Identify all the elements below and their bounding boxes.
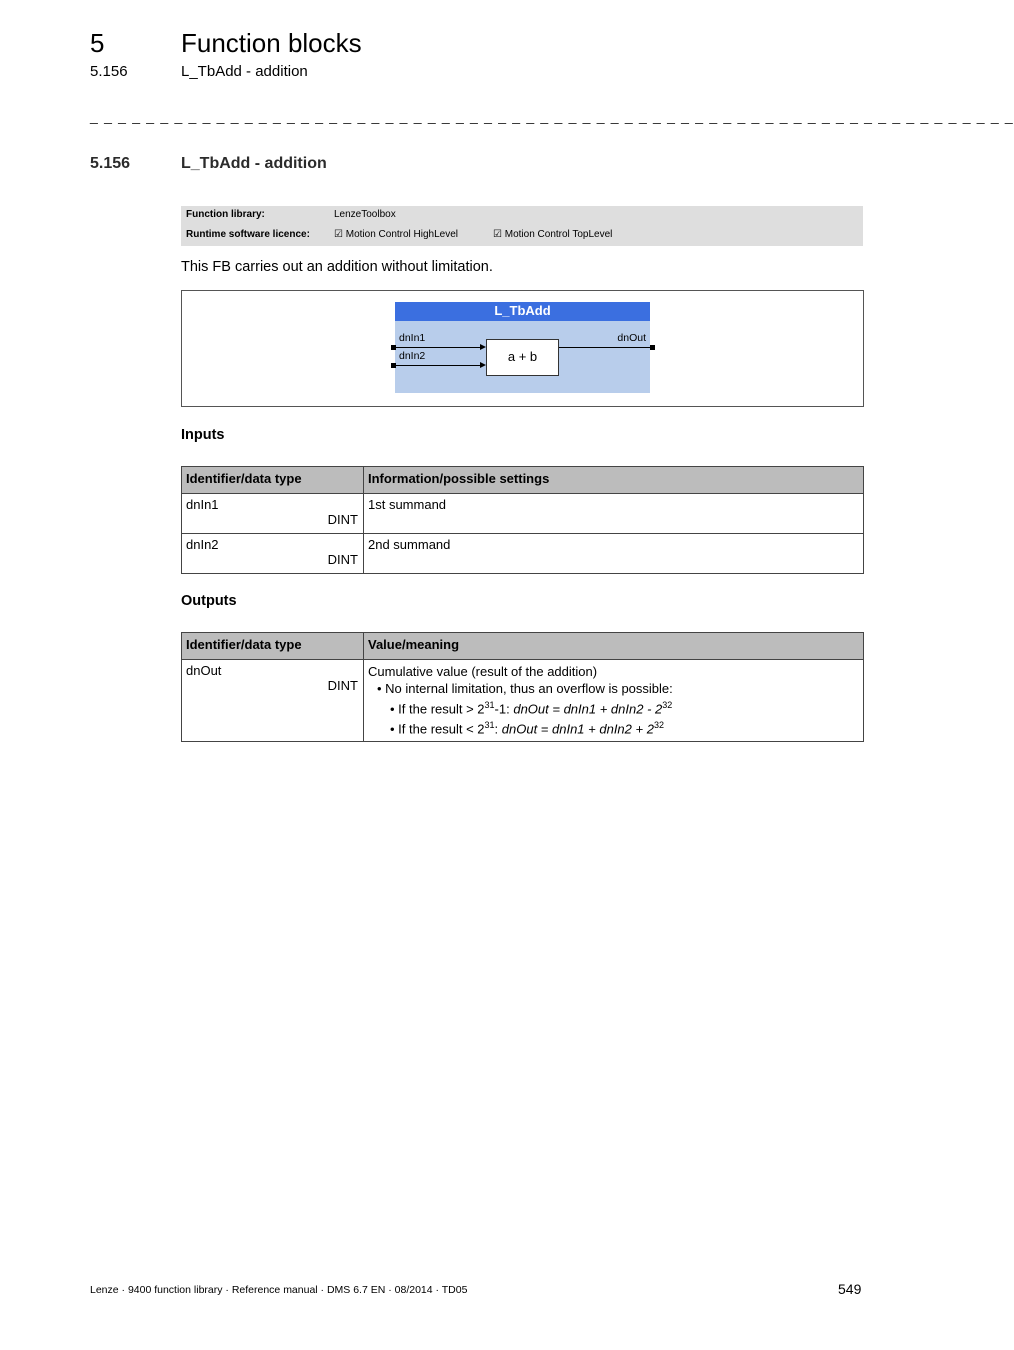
- output-pin-label: dnOut: [617, 332, 646, 344]
- identifier-cell: [182, 534, 364, 574]
- inputs-heading: Inputs: [181, 427, 225, 443]
- bullet-item: • No internal limitation, thus an overflow is possible:: [377, 681, 673, 696]
- output-wire: [558, 347, 650, 348]
- footer-text: Lenze · 9400 function library · Reference manual · DMS 6.7 EN · 08/2014 · TD05: [90, 1284, 468, 1296]
- input-pin-label-1: dnIn1: [399, 332, 426, 344]
- exponent: 32: [662, 700, 673, 710]
- table-row: [182, 534, 864, 574]
- condition-text: If the result > 2: [398, 701, 485, 717]
- exponent: 32: [653, 720, 664, 731]
- formula: dnOut = dnIn1 + dnIn2 + 2: [501, 721, 654, 737]
- input-terminal-2: [391, 363, 396, 368]
- section-title: L_TbAdd - addition: [181, 155, 327, 172]
- input-wire-1: [395, 347, 481, 348]
- section-number: 5.156: [90, 155, 131, 172]
- sub-bullet-item: • If the result > $2^{31}-1$: dnOut = dnIn1 + dnIn2 - $2^{32}$: [390, 700, 673, 717]
- chapter-title: Function blocks: [181, 28, 362, 58]
- value-cell: [364, 660, 864, 742]
- column-header: Identifier/data type: [182, 467, 364, 494]
- identifier: dnIn1: [186, 497, 219, 512]
- outputs-heading: Outputs: [181, 593, 237, 609]
- column-header: Value/meaning: [364, 633, 864, 660]
- function-block-name: L_TbAdd: [395, 302, 650, 321]
- licence-toplevel: ☑ Motion Control TopLevel: [493, 229, 613, 240]
- table-row: [182, 494, 864, 534]
- identifier: dnIn2: [186, 537, 219, 552]
- function-block: [395, 302, 650, 393]
- identifier: dnOut: [186, 663, 222, 678]
- input-wire-2: [395, 365, 481, 366]
- bullet-text: No internal limitation, thus an overflow is possible:: [385, 681, 673, 696]
- identifier-cell: [182, 494, 364, 534]
- intro-text: This FB carries out an addition without limitation.: [181, 259, 493, 275]
- identifier-cell: [182, 660, 364, 742]
- exponent: 31: [484, 720, 495, 731]
- info-cell: 2nd summand: [364, 534, 864, 574]
- sub-bullet-item: • If the result < $2^{31}$: dnOut = dnIn1 + dnIn2 + $2^{32}$: [390, 720, 664, 737]
- licence-label: Runtime software licence:: [186, 229, 310, 240]
- operation-box: a + b: [486, 339, 559, 376]
- chapter-number: 5: [90, 28, 105, 58]
- condition-text: If the result < 2: [398, 721, 485, 737]
- header-divider: _ _ _ _ _ _ _ _ _ _ _ _ _ _ _ _ _ _ _ _ _ _ _ _ _ _ _ _ _ _ _ _ _ _ _ _ _ _ _ _ _ _ _ _ _ _ _ _ _ _ _ _ _ _ _ _ _ _ _ _ _ _ _ _ _ _: [90, 108, 1014, 124]
- condition-suffix: :: [494, 721, 502, 737]
- licence-highlevel: ☑ Motion Control HighLevel: [334, 229, 459, 240]
- table-row: [182, 660, 864, 742]
- data-type: DINT: [327, 512, 358, 527]
- value-description: Cumulative value (result of the addition): [368, 664, 598, 679]
- inputs-table: [181, 466, 864, 574]
- function-library-label: Function library:: [186, 209, 265, 220]
- function-library-value: LenzeToolbox: [334, 209, 396, 220]
- library-info-box: [181, 206, 863, 246]
- data-type: DINT: [327, 552, 358, 567]
- column-header: Information/possible settings: [364, 467, 864, 494]
- column-header: Identifier/data type: [182, 633, 364, 660]
- info-cell: 1st summand: [364, 494, 864, 534]
- formula: dnOut = dnIn1 + dnIn2 - 2: [513, 701, 663, 717]
- condition-suffix: -1:: [494, 701, 514, 717]
- function-block-diagram: [181, 290, 864, 407]
- output-terminal: [650, 345, 655, 350]
- table-header-row: [182, 467, 864, 494]
- header-section-number: 5.156: [90, 63, 128, 80]
- data-type: DINT: [327, 678, 358, 693]
- table-header-row: [182, 633, 864, 660]
- header-section-title: L_TbAdd - addition: [181, 63, 308, 80]
- input-pin-label-2: dnIn2: [399, 350, 426, 362]
- input-terminal-1: [391, 345, 396, 350]
- page-number: 549: [838, 1281, 862, 1297]
- exponent: 31: [484, 700, 495, 710]
- outputs-table: [181, 632, 864, 742]
